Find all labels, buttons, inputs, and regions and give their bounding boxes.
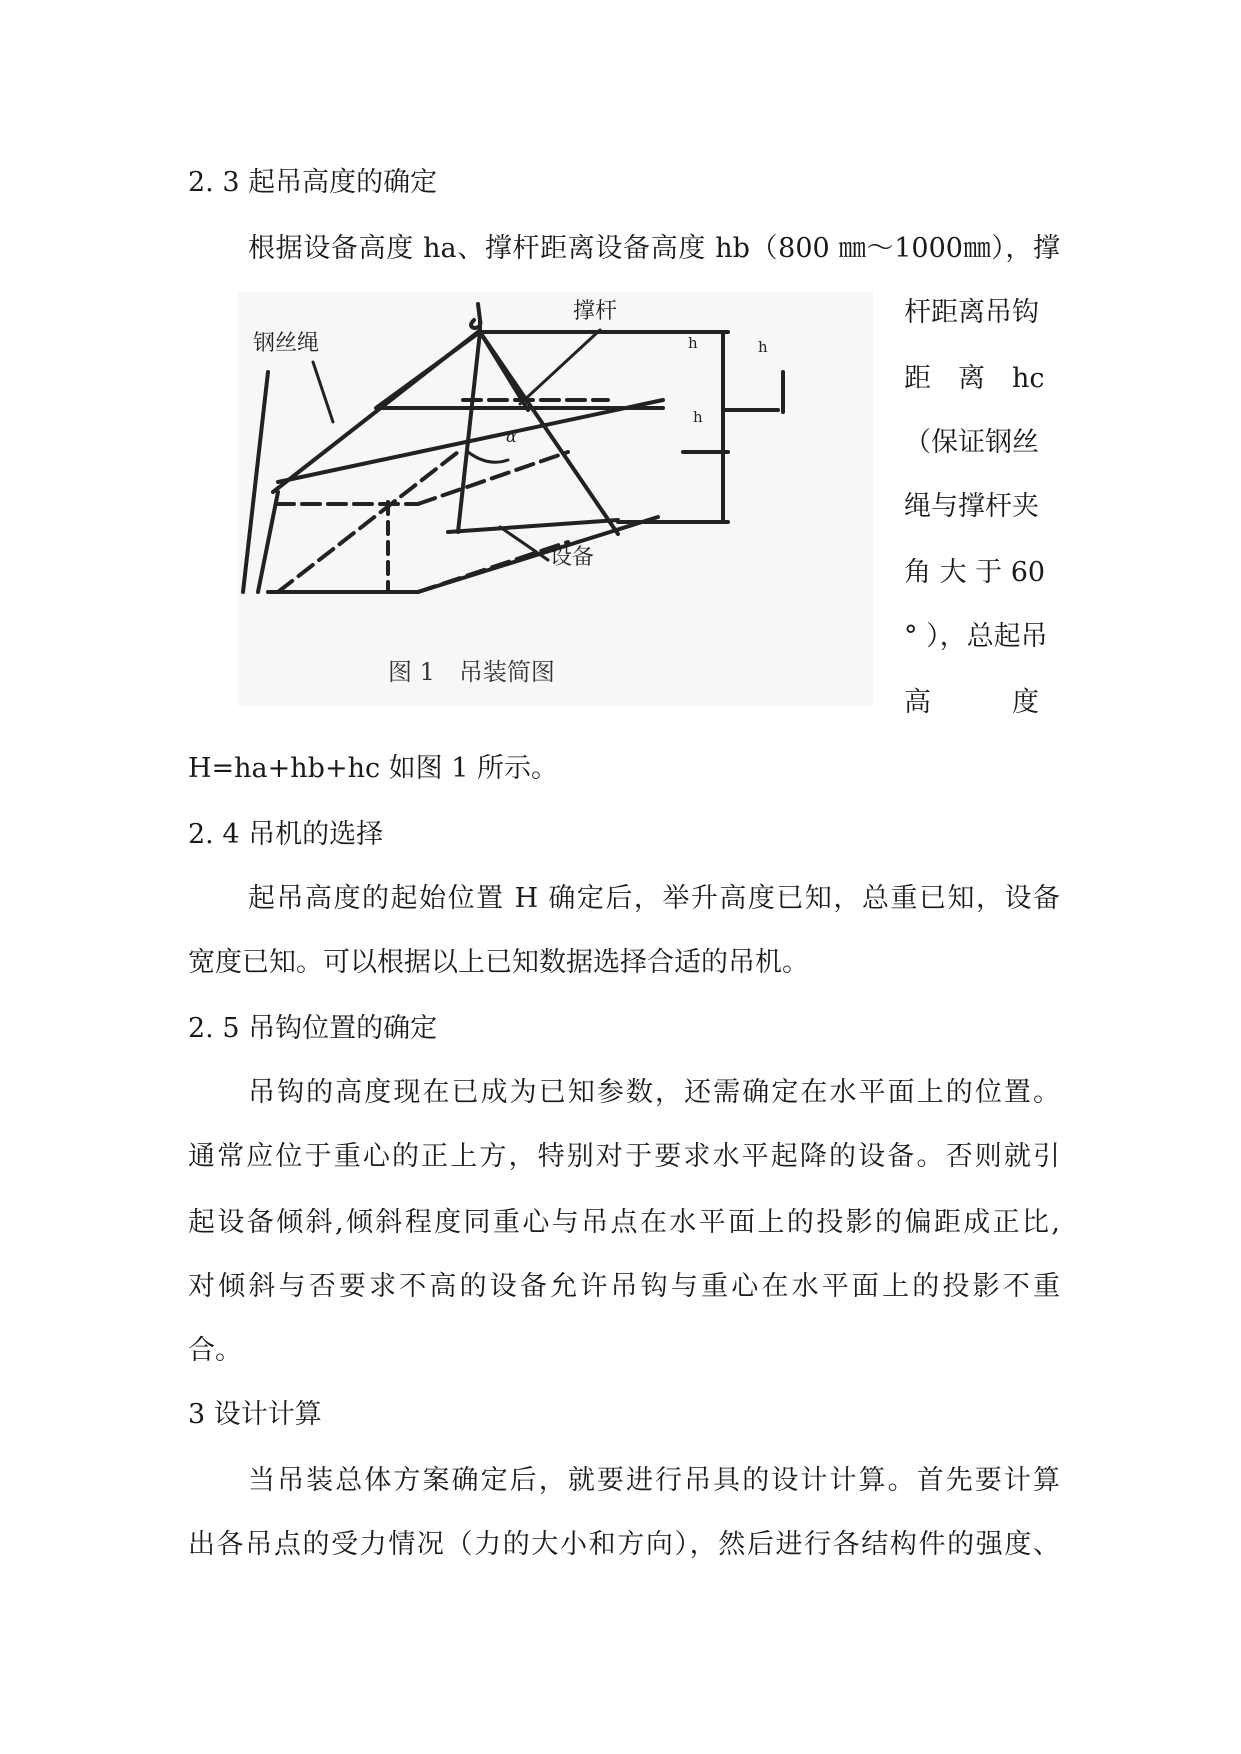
section-heading-2-5: 2. 5 吊钩位置的确定 <box>188 1013 438 1044</box>
hoisting-diagram <box>238 292 873 706</box>
paragraph-line: 当吊装总体方案确定后，就要进行吊具的设计计算。首先要计算 <box>248 1465 1060 1496</box>
label-hb: h <box>758 338 768 356</box>
label-steel-rope: 钢丝绳 <box>253 331 320 356</box>
label-equipment: 设备 <box>550 545 595 570</box>
label-ha: h <box>693 408 703 426</box>
label-hc: h <box>688 334 698 352</box>
section-heading-2-3: 2. 3 起吊高度的确定 <box>188 167 438 198</box>
paragraph-line: 通常应位于重心的正上方，特别对于要求水平起降的设备。否则就引 <box>188 1141 1060 1172</box>
paragraph-line: 起设备倾斜,倾斜程度同重心与吊点在水平面上的投影的偏距成正比, <box>188 1207 1060 1238</box>
figure-caption: 图 1 吊装简图 <box>388 658 555 686</box>
wrap-line: ° ），总起吊 <box>904 621 1048 652</box>
wrap-line: 杆距离吊钩 <box>904 297 1039 328</box>
paragraph-line: 合。 <box>188 1335 242 1366</box>
label-alpha: α <box>506 427 517 446</box>
paragraph-line: 根据设备高度 ha、撑杆距离设备高度 hb（800 ㎜～1000㎜），撑 <box>248 233 1060 264</box>
paragraph-line: 吊钩的高度现在已成为已知参数，还需确定在水平面上的位置。 <box>248 1077 1060 1108</box>
section-heading-2-4: 2. 4 吊机的选择 <box>188 819 384 850</box>
paragraph-line: 宽度已知。可以根据以上已知数据选择合适的吊机。 <box>188 947 809 978</box>
paragraph-line: 出各吊点的受力情况（力的大小和方向），然后进行各结构件的强度、 <box>188 1529 1060 1560</box>
paragraph-line: 对倾斜与否要求不高的设备允许吊钩与重心在水平面上的投影不重 <box>188 1271 1060 1302</box>
wrap-line: 高 度 <box>904 687 1039 718</box>
wrap-line: 距 离 hc <box>904 363 1045 394</box>
section-heading-3: 3 设计计算 <box>188 1399 322 1430</box>
label-strut: 撑杆 <box>573 299 618 324</box>
wrap-line: 绳与撑杆夹 <box>904 491 1039 522</box>
wrap-line: 角 大 于 60 <box>904 557 1046 588</box>
paragraph-line: 起吊高度的起始位置 H 确定后，举升高度已知，总重已知，设备 <box>248 883 1060 914</box>
wrap-line: （保证钢丝 <box>904 427 1039 458</box>
paragraph-line: H=ha+hb+hc 如图 1 所示。 <box>188 753 559 784</box>
